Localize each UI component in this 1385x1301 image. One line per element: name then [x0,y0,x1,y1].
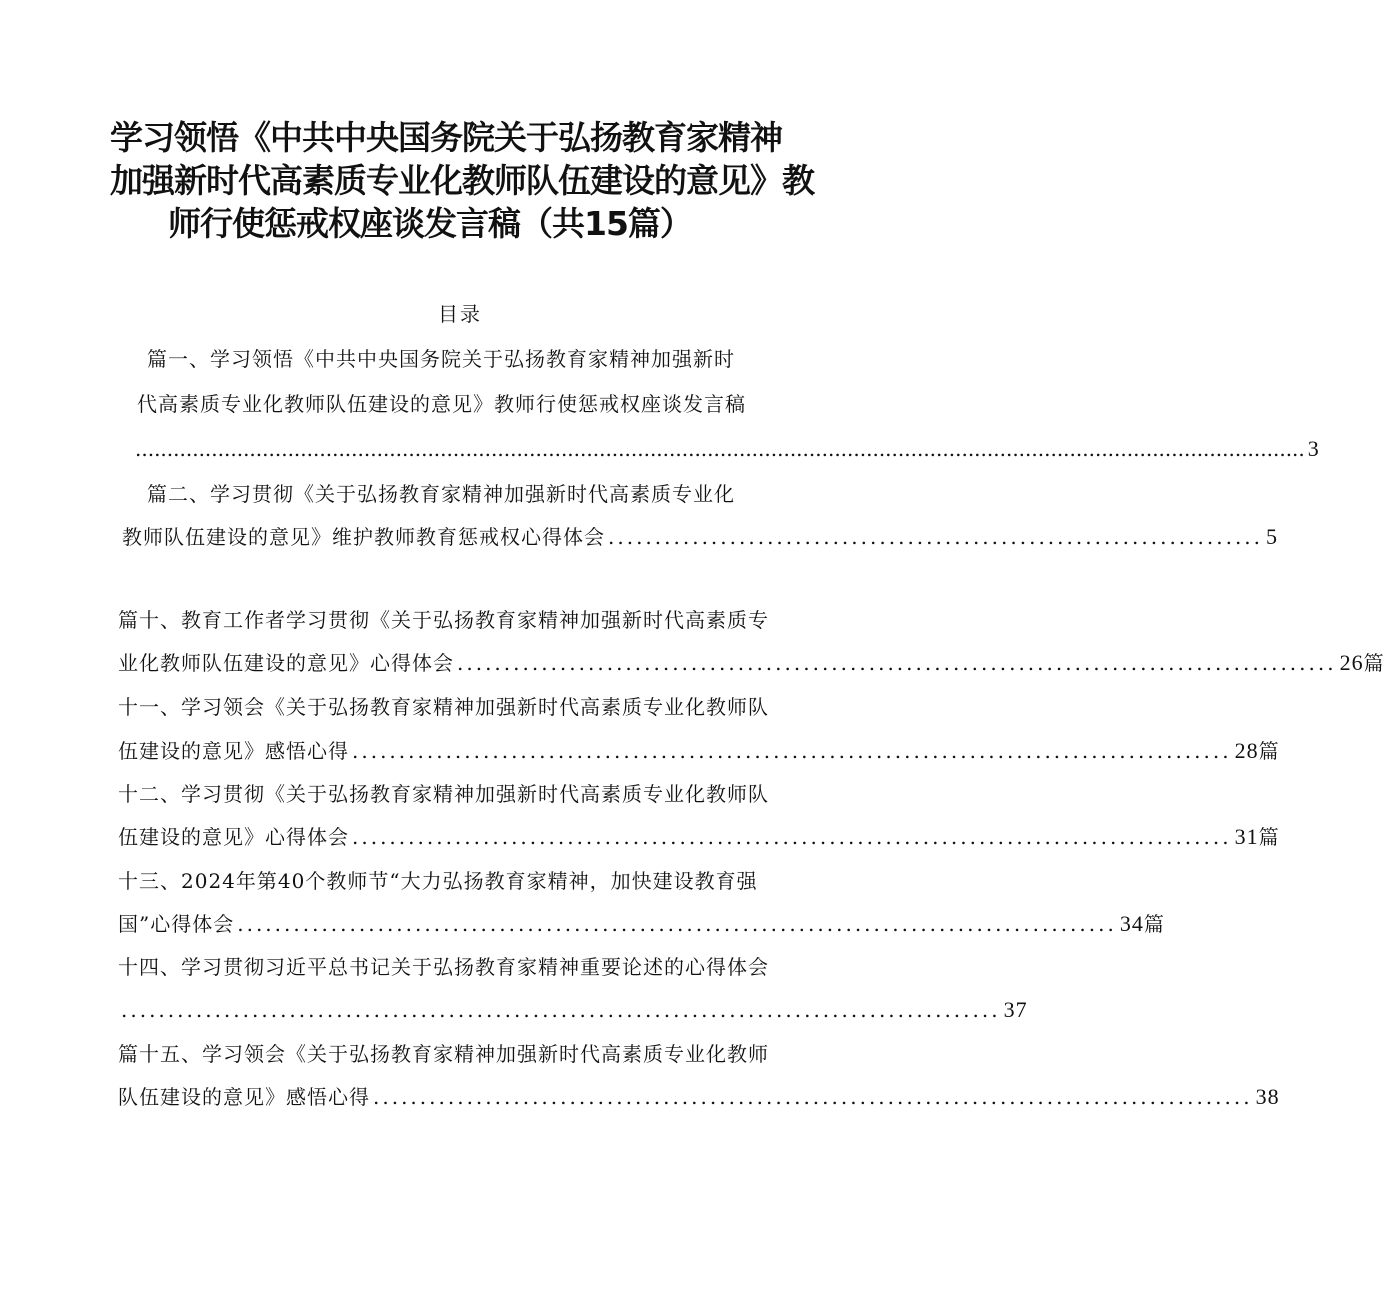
dot-leader: .............................................................................................. [121,998,1001,1022]
toc-entry-text: 教师队伍建设的意见》维护教师教育惩戒权心得体会 [122,525,605,549]
dot-leader: .............................................................................................. [457,651,1337,675]
toc-page-number: 3 [1307,436,1320,461]
toc-entry-text: 代高素质专业化教师队伍建设的意见》教师行使惩戒权座谈发言稿 [137,392,746,416]
toc-entry-text: 篇十、教育工作者学习贯彻《关于弘扬教育家精神加强新时代高素质专 [118,608,769,632]
toc-entry-1-leader[interactable] [132,434,1320,464]
toc-entry-2-line-1[interactable] [147,479,827,509]
toc-entry-3-line-2[interactable] [118,648,1385,678]
toc-heading: 目录 [438,302,482,326]
toc-suffix: 篇 [1258,739,1280,763]
toc-page-number: 34 [1119,911,1144,936]
toc-page-number: 5 [1266,524,1279,549]
dot-leader: .............................................................................................. [373,1085,1253,1109]
toc-entry-7-line-1[interactable] [118,952,830,982]
toc-page-number: 31 [1234,824,1259,849]
toc-entry-text: 篇二、学习贯彻《关于弘扬教育家精神加强新时代高素质专业化 [147,482,735,506]
toc-page-number: 28 [1234,738,1259,763]
toc-entry-8-line-1[interactable] [118,1039,830,1069]
toc-entry-text: 十三、2024年第40个教师节“大力弘扬教育家精神，加快建设教育强 [118,869,758,893]
toc-entry-6-line-2[interactable] [118,909,1165,939]
toc-entry-text: 十一、学习领会《关于弘扬教育家精神加强新时代高素质专业化教师队 [118,695,769,719]
toc-entry-6-line-1[interactable] [118,866,830,896]
toc-page-number: 37 [1003,997,1028,1022]
toc-entry-5-line-1[interactable] [118,779,830,809]
toc-entry-3-line-1[interactable] [118,605,830,635]
toc-entry-text: 国”心得体会 [118,912,235,936]
toc-entry-7-leader[interactable] [118,995,1028,1025]
toc-entry-text: 业化教师队伍建设的意见》心得体会 [118,651,454,675]
toc-entry-text: 篇一、学习领悟《中共中央国务院关于弘扬教育家精神加强新时 [147,347,735,371]
title-line-3: 师行使惩戒权座谈发言稿（共15篇） [168,204,692,243]
toc-page-number: 38 [1255,1084,1280,1109]
dot-leader: .............................................................................................. [352,739,1232,763]
toc-page-number: 26 [1339,650,1364,675]
dot-leader: ........................................................................................................................................................................................ [135,437,1305,461]
toc-entry-4-line-2[interactable] [118,736,1280,766]
toc-suffix: 篇 [1143,912,1165,936]
toc-entry-5-line-2[interactable] [118,822,1280,852]
dot-leader: ...................................................................... [608,525,1264,549]
dot-leader: .............................................................................................. [352,825,1232,849]
toc-entry-4-line-1[interactable] [118,692,830,722]
toc-entry-text: 十四、学习贯彻习近平总书记关于弘扬教育家精神重要论述的心得体会 [118,955,769,979]
toc-entry-8-line-2[interactable] [118,1082,1280,1112]
document-title [110,116,830,245]
toc-entry-text: 十二、学习贯彻《关于弘扬教育家精神加强新时代高素质专业化教师队 [118,782,769,806]
toc-entry-1-line-1[interactable] [147,344,827,374]
dot-leader: .............................................................................................. [237,912,1117,936]
toc-entry-text: 篇十五、学习领会《关于弘扬教育家精神加强新时代高素质专业化教师 [118,1042,769,1066]
title-line-1: 学习领悟《中共中央国务院关于弘扬教育家精神 [110,118,782,157]
toc-suffix: 篇 [1258,825,1280,849]
toc-entry-text: 伍建设的意见》心得体会 [118,825,349,849]
toc-entry-2-line-2[interactable] [122,522,1279,552]
toc-suffix: 篇 [1363,651,1385,675]
toc-entry-text: 伍建设的意见》感悟心得 [118,739,349,763]
toc-entry-text: 队伍建设的意见》感悟心得 [118,1085,370,1109]
toc-entry-1-line-2[interactable] [137,389,827,419]
title-line-2: 加强新时代高素质专业化教师队伍建设的意见》教 [110,161,814,200]
